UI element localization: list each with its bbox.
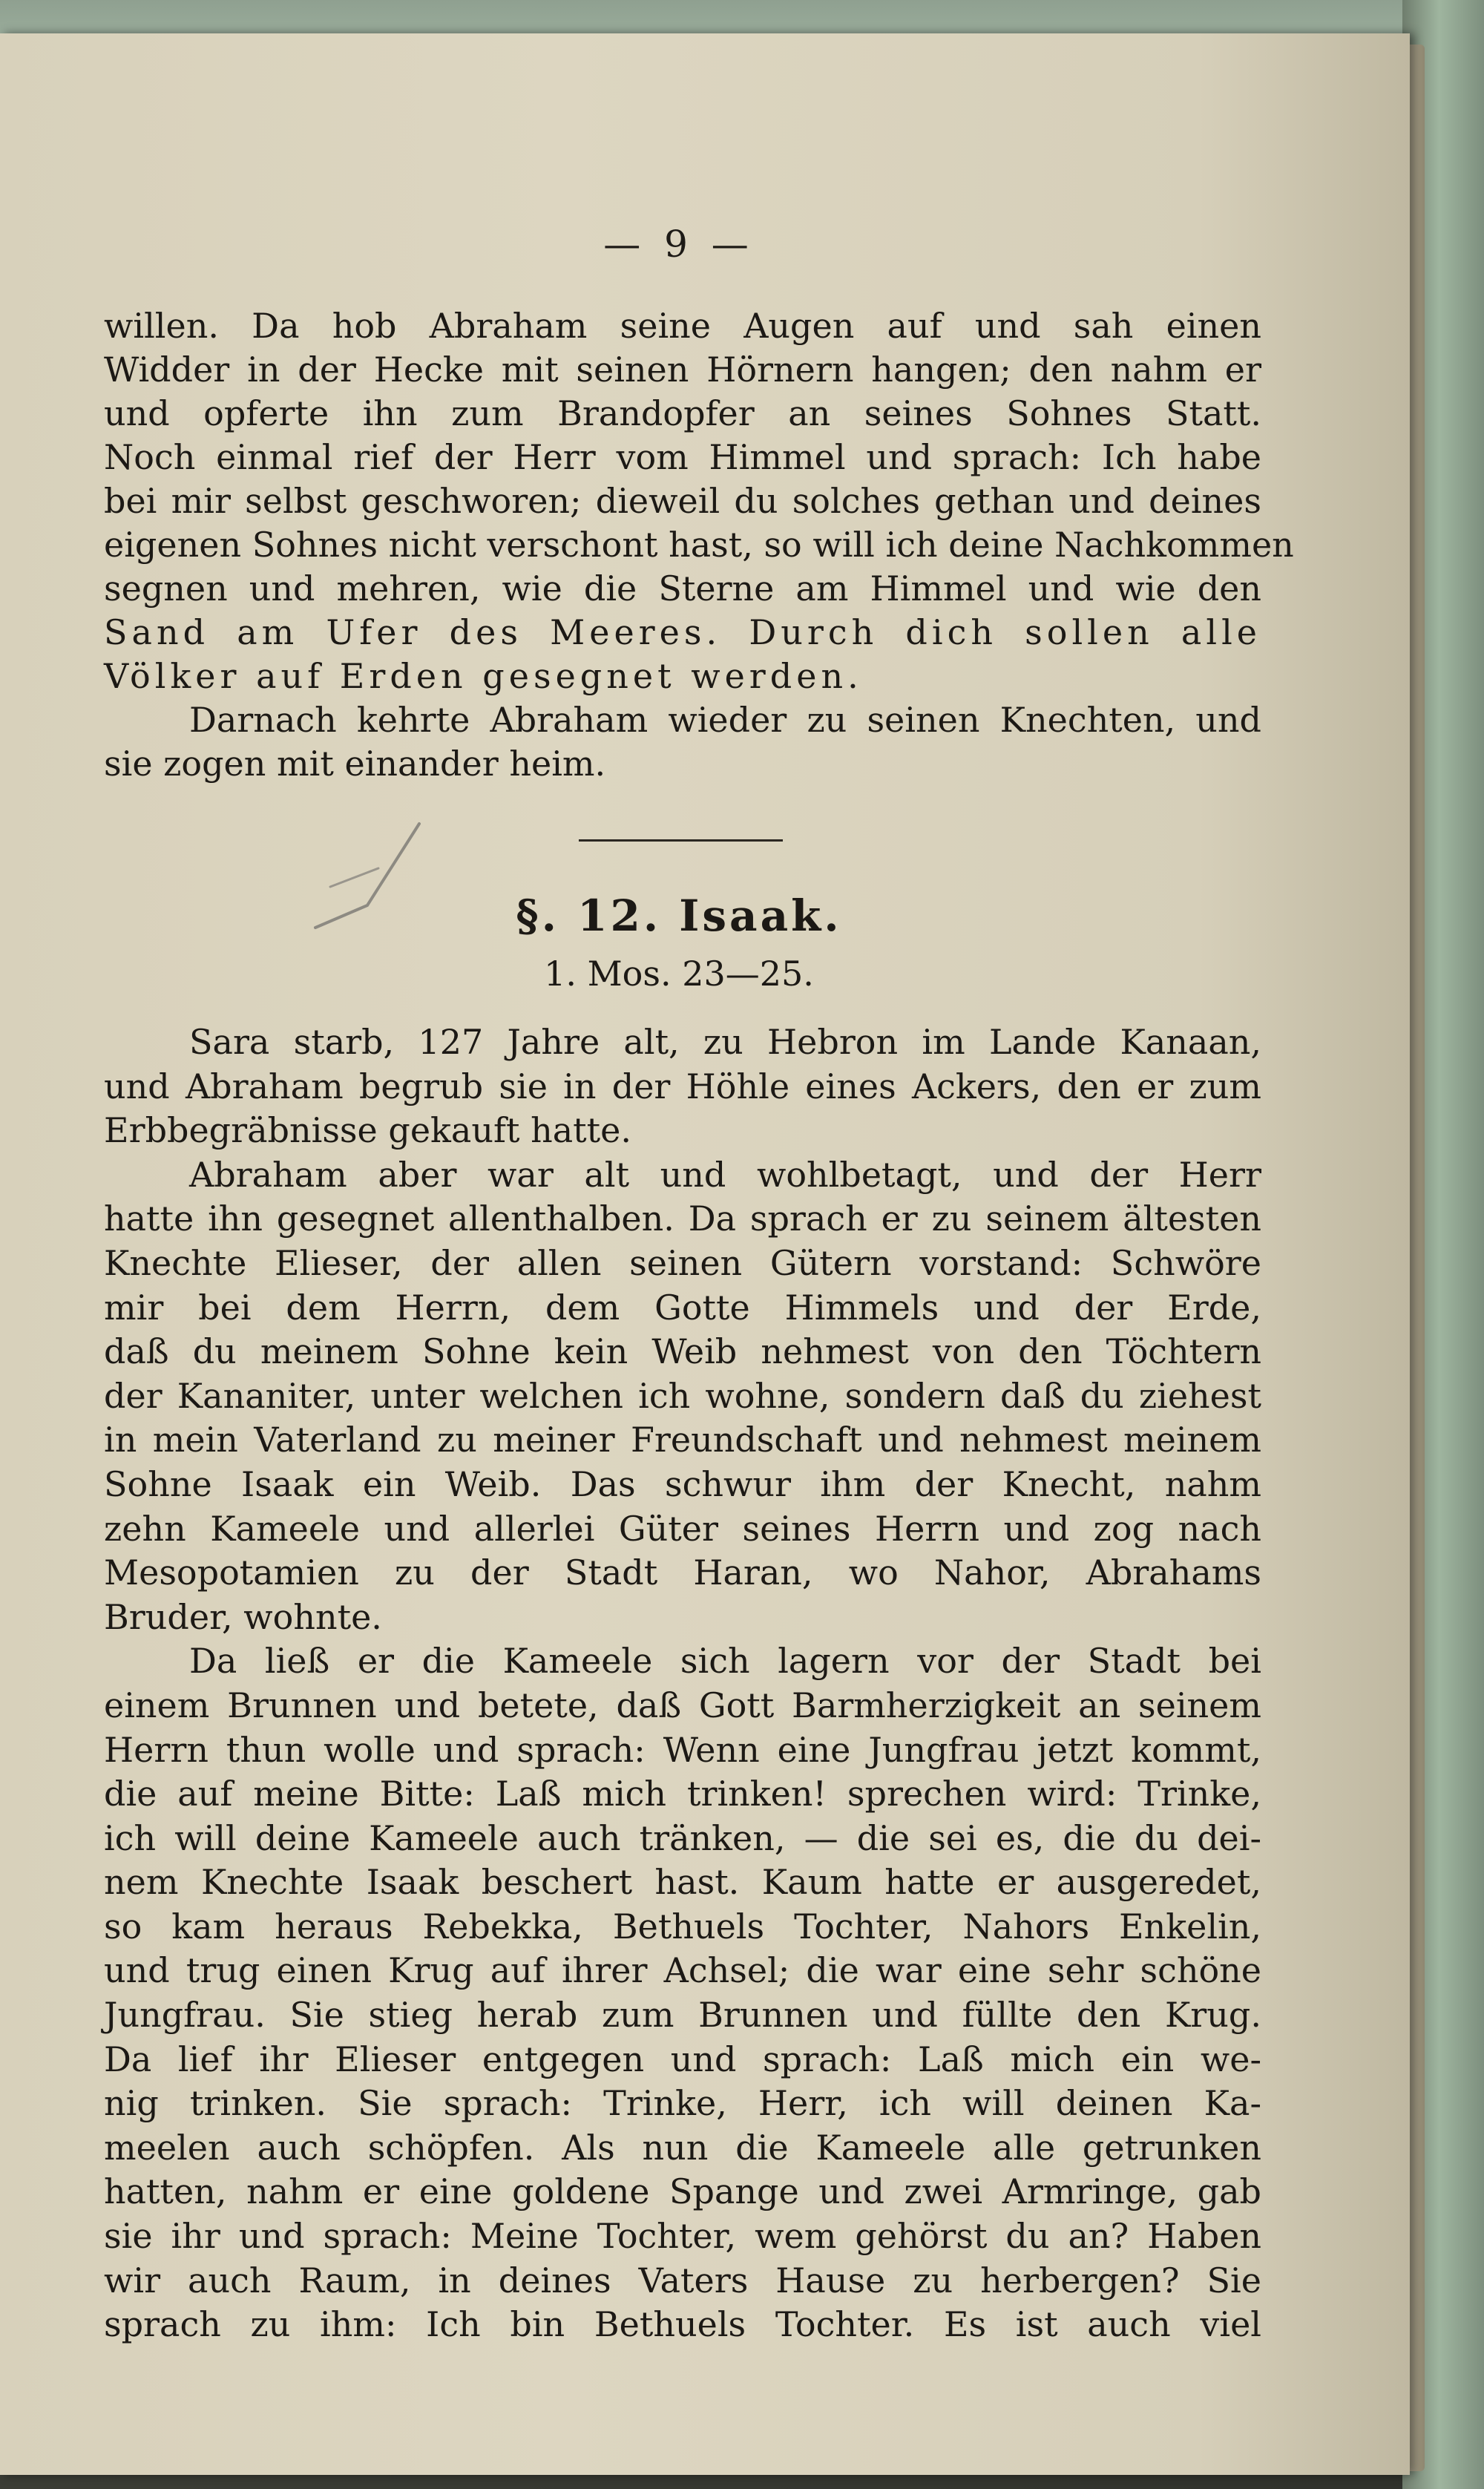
text-line: mir bei dem Herrn, dem Gotte Himmels und der Erde, xyxy=(104,1287,1261,1328)
text-line: ich will deine Kameele auch tränken, — die sei es, die du dei- xyxy=(104,1817,1261,1858)
text-line: der Kananiter, unter welchen ich wohne, sondern daß du ziehest xyxy=(104,1375,1261,1416)
text-line: Noch einmal rief der Herr vom Himmel und sprach: Ich habe xyxy=(104,437,1261,477)
text-line: Bruder, wohnte. xyxy=(104,1596,382,1637)
text-line: einem Brunnen und betete, daß Gott Barmherzigkeit an seinem xyxy=(104,1685,1261,1725)
section-divider xyxy=(579,839,783,842)
text-line: Widder in der Hecke mit seinen Hörnern hangen; den nahm er xyxy=(104,350,1261,390)
text-line: sprach zu ihm: Ich bin Bethuels Tochter. Es ist auch viel xyxy=(104,2304,1261,2345)
text-line: meelen auch schöpfen. Als nun die Kameele alle getrunken xyxy=(104,2127,1261,2168)
text-line: Jungfrau. Sie stieg herab zum Brunnen und füllte den Krug. xyxy=(104,1995,1261,2036)
text-line: Sara starb, 127 Jahre alt, zu Hebron im Lande Kanaan, xyxy=(189,1022,1261,1062)
text-line: segnen und mehren, wie die Sterne am Himmel und wie den xyxy=(104,568,1261,609)
text-line: Da ließ er die Kameele sich lagern vor der Stadt bei xyxy=(189,1641,1261,1682)
text-line: zehn Kameele und allerlei Güter seines Herrn und zog nach xyxy=(104,1508,1261,1549)
text-line: eigenen Sohnes nicht verschont hast, so will ich deine Nachkommen xyxy=(104,525,1294,565)
text-line: Herrn thun wolle und sprach: Wenn eine Jungfrau jetzt kommt, xyxy=(104,1729,1261,1770)
text-line: Erbbegräbnisse gekauft hatte. xyxy=(104,1110,631,1151)
text-line: Darnach kehrte Abraham wieder zu seinen Knechten, und xyxy=(189,700,1261,740)
text-line: Mesopotamien zu der Stadt Haran, wo Nahor, Abrahams xyxy=(104,1552,1261,1593)
text-line: und opferte ihn zum Brandopfer an seines Sohnes Statt. xyxy=(104,393,1261,433)
text-line: daß du meinem Sohne kein Weib nehmest von den Töchtern xyxy=(104,1331,1261,1372)
text-line: wir auch Raum, in deines Vaters Hause zu herbergen? Sie xyxy=(104,2260,1261,2301)
text-line: hatte ihn gesegnet allenthalben. Da sprach er zu seinem ältesten xyxy=(104,1198,1261,1239)
text-line: die auf meine Bitte: Laß mich trinken! sprechen wird: Trinke, xyxy=(104,1774,1261,1814)
section-reference: 1. Mos. 23—25. xyxy=(544,954,814,994)
paragraph-main xyxy=(104,1020,1261,2347)
text-line: Abraham aber war alt und wohlbetagt, und der Herr xyxy=(189,1154,1261,1195)
text-line: Völker auf Erden gesegnet werden. xyxy=(104,656,863,696)
text-line: so kam heraus Rebekka, Bethuels Tochter, Nahors Enkelin, xyxy=(104,1906,1261,1947)
text-line: sie zogen mit einander heim. xyxy=(104,744,606,784)
text-line: hatten, nahm er eine goldene Spange und zwei Armringe, gab xyxy=(104,2171,1261,2212)
text-line: Knechte Elieser, der allen seinen Gütern vorstand: Schwöre xyxy=(104,1242,1261,1283)
text-line: und Abraham begrub sie in der Höhle eines Ackers, den er zum xyxy=(104,1066,1261,1106)
paragraph-top xyxy=(104,304,1294,786)
text-line: in mein Vaterland zu meiner Freundschaft und nehmest meinem xyxy=(104,1420,1261,1460)
text-line: willen. Da hob Abraham seine Augen auf und sah einen xyxy=(104,306,1261,346)
text-line: nem Knechte Isaak beschert hast. Kaum hatte er ausgeredet, xyxy=(104,1862,1261,1903)
text-line: bei mir selbst geschworen; dieweil du solches gethan und deines xyxy=(104,481,1261,521)
page xyxy=(0,33,1410,2475)
page-number: — 9 — xyxy=(603,223,755,266)
text-line: nig trinken. Sie sprach: Trinke, Herr, ich will deinen Ka- xyxy=(104,2083,1261,2124)
text-line: Sand am Ufer des Meeres. Durch dich sollen alle xyxy=(104,612,1261,652)
text-line: und trug einen Krug auf ihrer Achsel; die war eine sehr schöne xyxy=(104,1950,1261,1991)
text-line: sie ihr und sprach: Meine Tochter, wem gehörst du an? Haben xyxy=(104,2216,1261,2257)
text-line: Sohne Isaak ein Weib. Das schwur ihm der Knecht, nahm xyxy=(104,1463,1261,1504)
text-line: Da lief ihr Elieser entgegen und sprach: Laß mich ein we- xyxy=(104,2039,1261,2079)
section-heading: §. 12. Isaak. xyxy=(516,891,842,941)
